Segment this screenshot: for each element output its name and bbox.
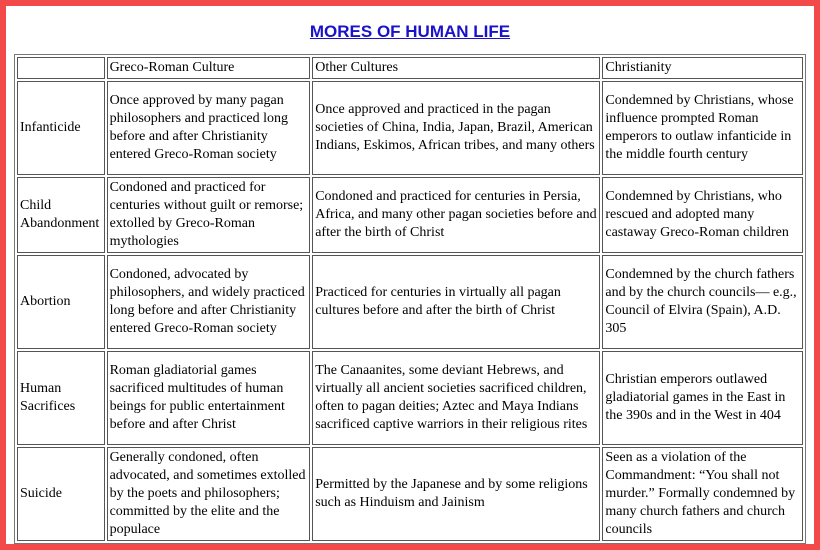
table-row xyxy=(17,447,803,541)
greco-roman-cell: Roman gladiatorial games sacrificed multitudes of human beings for public entertainment before and after Christ xyxy=(107,351,311,445)
row-label: Human Sacrifices xyxy=(17,351,105,445)
table-row xyxy=(17,255,803,349)
other-cultures-cell: Practiced for centuries in virtually all pagan cultures before and after the birth of Christ xyxy=(312,255,600,349)
christianity-cell: Condemned by Christians, who rescued and adopted many castaway Greco-Roman children xyxy=(602,177,803,253)
greco-roman-cell: Condoned, advocated by philosophers, and widely practiced long before and after Christianity entered Greco-Roman society xyxy=(107,255,311,349)
other-cultures-cell: Permitted by the Japanese and by some religions such as Hinduism and Jainism xyxy=(312,447,600,541)
greco-roman-cell: Generally condoned, often advocated, and sometimes extolled by the poets and philosophers; committed by the elite and the populace xyxy=(107,447,311,541)
row-label: Abortion xyxy=(17,255,105,349)
other-cultures-cell: Condoned and practiced for centuries in Persia, Africa, and many other pagan societies before and after the birth of Christ xyxy=(312,177,600,253)
christianity-cell: Seen as a violation of the Commandment: “You shall not murder.” Formally condemned by many church fathers and church councils xyxy=(602,447,803,541)
page-title[interactable]: MORES OF HUMAN LIFE xyxy=(309,22,511,41)
header-cell-other-cultures: Other Cultures xyxy=(312,57,600,79)
header-cell-greco-roman: Greco-Roman Culture xyxy=(107,57,311,79)
other-cultures-cell: Once approved and practiced in the pagan societies of China, India, Japan, Brazil, American Indians, Eskimos, African tribes, and many others xyxy=(312,81,600,175)
header-cell-empty xyxy=(17,57,105,79)
greco-roman-cell: Once approved by many pagan philosophers and practiced long before and after Christianity entered Greco-Roman society xyxy=(107,81,311,175)
header-cell-christianity: Christianity xyxy=(602,57,803,79)
table-row xyxy=(17,81,803,175)
row-label: Child Abandonment xyxy=(17,177,105,253)
table-row xyxy=(17,177,803,253)
header-row xyxy=(17,57,803,79)
mores-table xyxy=(14,54,806,544)
christianity-cell: Condemned by Christians, whose influence prompted Roman emperors to outlaw infanticide in the middle fourth century xyxy=(602,81,803,175)
christianity-cell: Christian emperors outlawed gladiatorial games in the East in the 390s and in the West in 404 xyxy=(602,351,803,445)
row-label: Infanticide xyxy=(17,81,105,175)
christianity-cell: Condemned by the church fathers and by the church councils— e.g., Council of Elvira (Spain), A.D. 305 xyxy=(602,255,803,349)
table-row xyxy=(17,351,803,445)
greco-roman-cell: Condoned and practiced for centuries without guilt or remorse; extolled by Greco-Roman mythologies xyxy=(107,177,311,253)
row-label: Suicide xyxy=(17,447,105,541)
other-cultures-cell: The Canaanites, some deviant Hebrews, and virtually all ancient societies sacrificed children, often to pagan deities; Aztec and Maya Indians sacrificed captive warriors in their religious rites xyxy=(312,351,600,445)
